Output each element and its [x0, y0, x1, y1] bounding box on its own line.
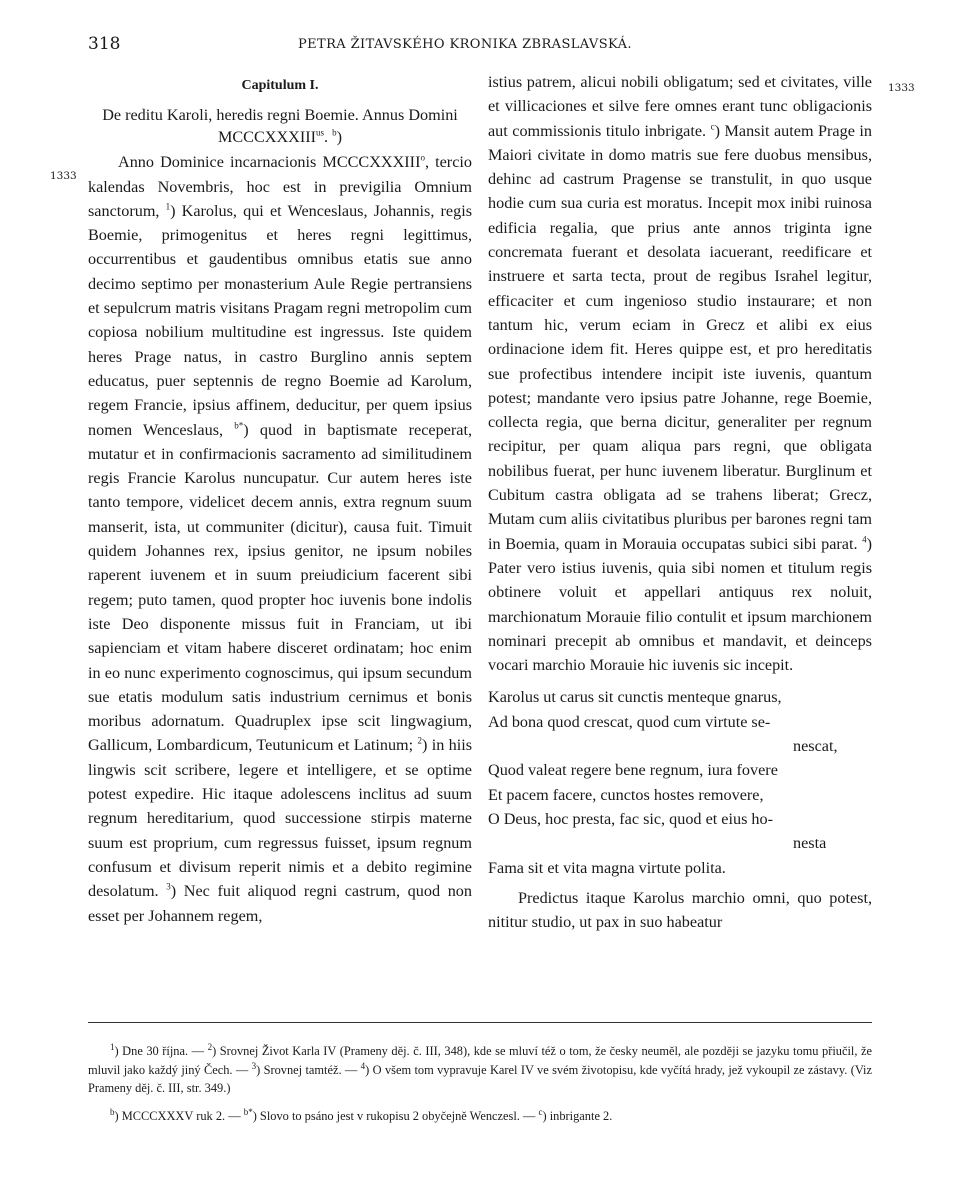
- running-title: PETRA ŽITAVSKÉHO KRONIKA ZBRASLAVSKÁ.: [298, 37, 632, 52]
- right-column: [488, 70, 872, 934]
- verse-line: Fama sit et vita magna virtute polita.: [488, 858, 726, 877]
- page-header: [88, 34, 872, 60]
- verse-line: O Deus, hoc presta, fac sic, quod et eius ho-: [488, 809, 773, 828]
- footnotes-numbered: $^1$) Dne 30 října. — $^2$) Srovnej Život Karla IV (Prameny děj. č. III, 348), kde se mluví též o tom, že česky neuměl, ale později se jazyku tomu přiučil, že mluvil jako každý jiný Čech. — $^3$) Srovnej tamtéž. — $^4$) O všem tom vypravuje Karel IV ve svém životopisu, kde vyčítá hrady, jež vykoupil ze zástavy. (Viz Prameny děj. č. III, str. 349.): [88, 1041, 873, 1095]
- verse-line: Ad bona quod crescat, quod cum virtute se-: [488, 712, 771, 731]
- page-number: 318: [88, 34, 121, 54]
- verse-line: Karolus ut carus sit cunctis menteque gnarus,: [488, 688, 782, 707]
- footnotes-lettered: $^b$) MCCCXXXV ruk 2. — $^{b*}$) Slovo to psáno jest v rukopisu 2 obyčejně Wenczesl. — $^c$) inbrigante 2.: [110, 1106, 613, 1123]
- paragraph-continued: istius patrem, alicui nobili obligatum; sed et civitates, ville et villicaciones et silve fere omnes erant tunc obligacionis aut commissionis titulo inbrigate. $^c$) Mansit autem Prage in Maiori civitate in domo matris sue fere duobus mensibus, dehinc ad castrum Pragense se transtulit, in quo usque hodie cum sua curia est moratus. Incepit mox inibi ruinosa edificia regalia, que prius ante annos triginta igne concremata fuerant et desolata iacuerant, reedificare et instruere et sarta tecta, prout de regibus Israhel legitur, efficaciter et cum ingenioso studio instaurare; et non tantum hic, verum eciam in Grecz et alibi ex eius ordinacione idem fit. Heres quippe est, et pro hereditatis sue profectibus intendere incipit iste iuvenis, quantum potest; mandante vero ipsius patre Johanne, rege Boemie, collecta regia, que berna dicitur, generaliter per regnum recipitur, per quam aliqua pars regni, que obligata nobilibus fuerat, per hunc iuvenem liberatur. Burglinum et Cubitum castra obligata ad se trahens liberat; Grecz, Mutam cum aliis civitatibus pluribus per barones regni tam in Boemia, quam in Morauia occupatas subici sibi parat. $^4$) Pater vero istius iuvenis, quia sibi nomen et titulum regis obtinere voluit et appellari antiquus rex noluit, marchionatum Morauie filio contulit et ipsum marchionem nominari precepit ab omnibus et mandavit, et deinceps vocari marchio Morauie hic iuvenis sic incepit.: [488, 73, 872, 675]
- footnote-rule: [88, 1022, 872, 1023]
- margin-year-right: 1333: [888, 82, 915, 94]
- verse-block: [488, 685, 872, 879]
- footnotes: [88, 1042, 872, 1125]
- chapter-title: Capitulum I.: [241, 78, 319, 93]
- chapter-subtitle: De reditu Karoli, heredis regni Boemie. Annus Domini $MCCCXXXIII^{us}$. $^b$): [102, 106, 458, 147]
- margin-year-left: 1333: [50, 170, 77, 182]
- left-column: [88, 70, 472, 928]
- paragraph-predictus: Predictus itaque Karolus marchio omni, quo potest, nititur studio, ut pax in suo habeatur: [488, 888, 872, 932]
- verse-line: Et pacem facere, cunctos hostes removere,: [488, 785, 764, 804]
- verse-line: Quod valeat regere bene regnum, iura fovere: [488, 761, 778, 780]
- verse-line-continuation: nescat,: [793, 737, 838, 756]
- verse-line-continuation: nesta: [793, 834, 827, 853]
- paragraph-anno-dominice: Anno Dominice incarnacionis MCCCXXXIII$^o$, tercio kalendas Novembris, hoc est in previgilia Omnium sanctorum, $^1$) Karolus, qui et Wenceslaus, Johannis, regis Boemie, primogenitus et heres regni legittimus, occurrentibus et gaudentibus omnibus etatis sue anno decimo septimo per monasterium Aule Regie pertransiens et sepulcrum matris visitans Pragam regni metropolim cum copiosa nobilium multitudine est ingressus. Iste quidem heres Prage natus, in castro Burglino annis septem educatus, puer septennis de regno Boemie ad Karolum, regem Francie, ipsius affinem, deducitur, per quem ipsius nomen Wenceslaus, $^{b*}$) quod in baptismate receperat, mutatur et in confirmacionis sacramento ad similitudinem regis Francie Karolus nuncupatur. Cur autem heres iste tanto tempore, videlicet decem annis, extra regnum suum manserit, ista, ut communiter (dicitur), causa fuit. Timuit quidem Johannes rex, ipsius genitor, ne ipsum nobiles raperent iuvenem et in suum preiudicium facerent sibi regem; puto tamen, quod propter hoc iuvenis bone indolis iste Deo disponente missus fuit in Franciam, ut ibi sapienciam et vitam habere disceret ordinatam; hoc enim in eo nunc experimento cognoscimus, qui ipsum secundum sue etatis modulum satis industrium cernimus et bonis moribus adornatum. Quadruplex ipse scit lingwagium, Gallicum, Lombardicum, Teutunicum et Latinum; $^2$) in hiis lingwis scit scribere, legere et intelligere, et se optime potest expedire. Hic itaque adolescens inclitus ad suum regnum hereditarium, quod successione stirpis materne suum est proprium, cum regressus fuisset, ipsum regnum confusum et divisum reperit nimis et a debito regimine desolatum. $^3$) Nec fuit aliquod regni castrum, quod non esset per Johannem regem,: [88, 152, 473, 925]
